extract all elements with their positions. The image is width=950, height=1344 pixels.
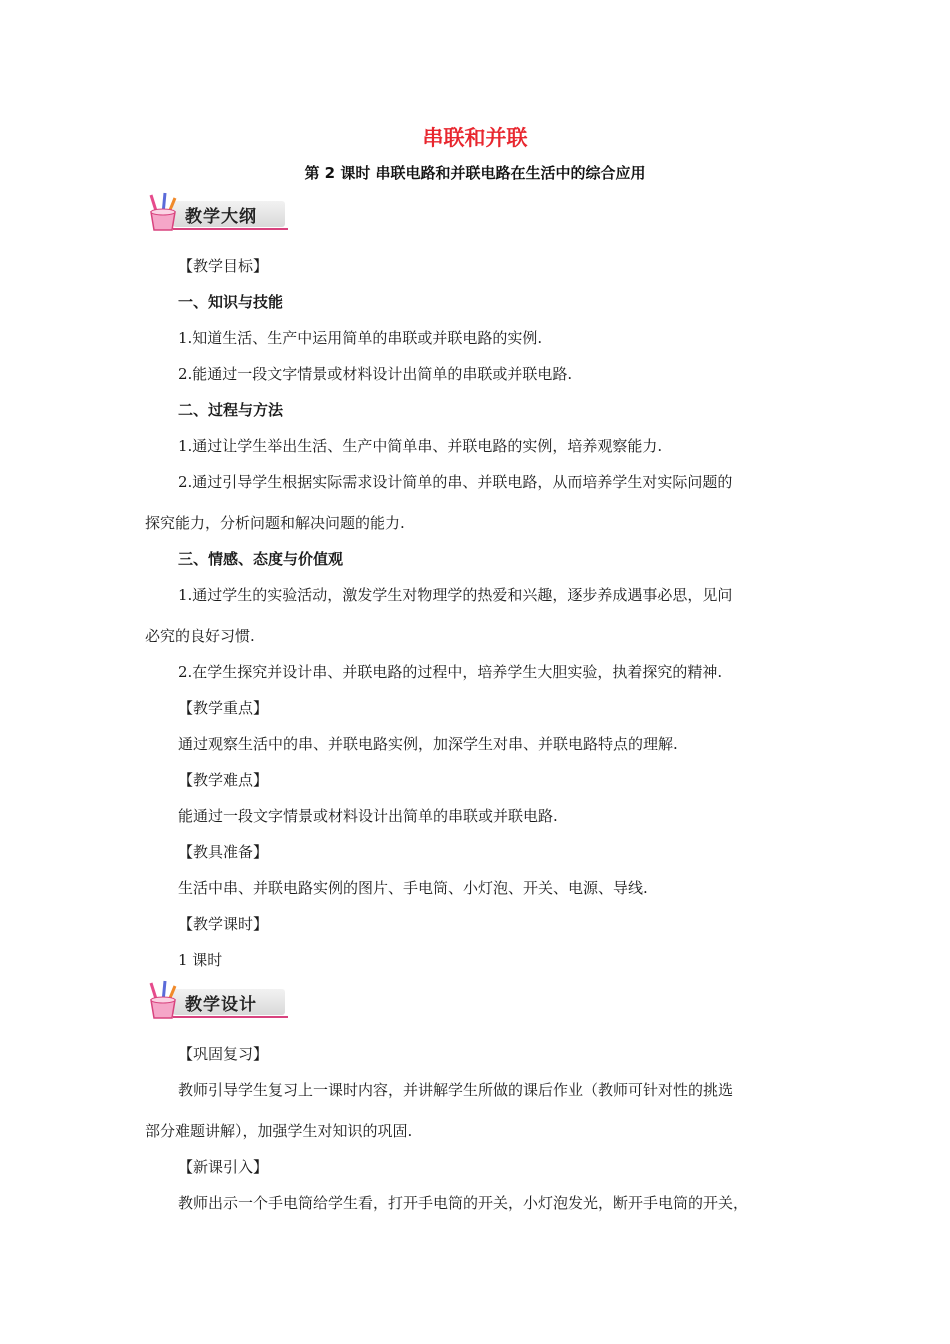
paragraph-line: 教师引导学生复习上一课时内容，并讲解学生所做的课后作业（教师可针对性的挑选 [178, 1081, 734, 1099]
paragraph-line: 生活中串、并联电路实例的图片、手电筒、小灯泡、开关、电源、导线. [178, 879, 648, 897]
heading-teaching-aids: 【教具准备】 [178, 843, 269, 861]
banner-underline [173, 228, 288, 230]
paragraph-line: 1.知道生活、生产中运用简单的串联或并联电路的实例. [178, 329, 543, 347]
paragraph-line: 探究能力，分析问题和解决问题的能力. [145, 514, 405, 532]
paragraph-line: 2.通过引导学生根据实际需求设计简单的串、并联电路，从而培养学生对实际问题的 [178, 473, 733, 491]
paragraph-line: 教师出示一个手电筒给学生看，打开手电筒的开关，小灯泡发光，断开手电筒的开关， [178, 1194, 749, 1212]
lesson-subtitle: 第 2 课时 串联电路和并联电路在生活中的综合应用 [304, 164, 646, 182]
document-title: 串联和并联 [422, 126, 528, 150]
heading-difficult-points: 【教学难点】 [178, 771, 269, 789]
pen-holder-icon [143, 192, 183, 234]
banner-label: 教学大纲 [185, 207, 257, 227]
heading-class-hours: 【教学课时】 [178, 915, 269, 933]
heading-knowledge-skills: 一、知识与技能 [178, 293, 284, 311]
pen-holder-icon [143, 980, 183, 1022]
banner-underline [173, 1016, 288, 1018]
section-banner-design [143, 980, 288, 1022]
heading-process-methods: 二、过程与方法 [178, 401, 284, 419]
heading-key-points: 【教学重点】 [178, 699, 269, 717]
heading-review: 【巩固复习】 [178, 1045, 269, 1063]
heading-teaching-objectives: 【教学目标】 [178, 257, 269, 275]
paragraph-line: 1.通过让学生举出生活、生产中简单串、并联电路的实例，培养观察能力. [178, 437, 663, 455]
section-banner-syllabus [143, 192, 288, 234]
paragraph-line: 部分难题讲解），加强学生对知识的巩固. [145, 1122, 413, 1140]
paragraph-line: 通过观察生活中的串、并联电路实例，加深学生对串、并联电路特点的理解. [178, 735, 678, 753]
paragraph-line: 1.通过学生的实验活动，激发学生对物理学的热爱和兴趣，逐步养成遇事必思，见问 [178, 586, 733, 604]
banner-label: 教学设计 [185, 995, 257, 1015]
heading-emotion-values: 三、情感、态度与价值观 [178, 550, 344, 568]
paragraph-line: 必究的良好习惯. [145, 627, 255, 645]
paragraph-line: 2.能通过一段文字情景或材料设计出简单的串联或并联电路. [178, 365, 573, 383]
heading-new-lesson-intro: 【新课引入】 [178, 1158, 269, 1176]
paragraph-line: 1 课时 [178, 951, 223, 969]
paragraph-line: 2.在学生探究并设计串、并联电路的过程中，培养学生大胆实验，执着探究的精神. [178, 663, 723, 681]
paragraph-line: 能通过一段文字情景或材料设计出简单的串联或并联电路. [178, 807, 558, 825]
